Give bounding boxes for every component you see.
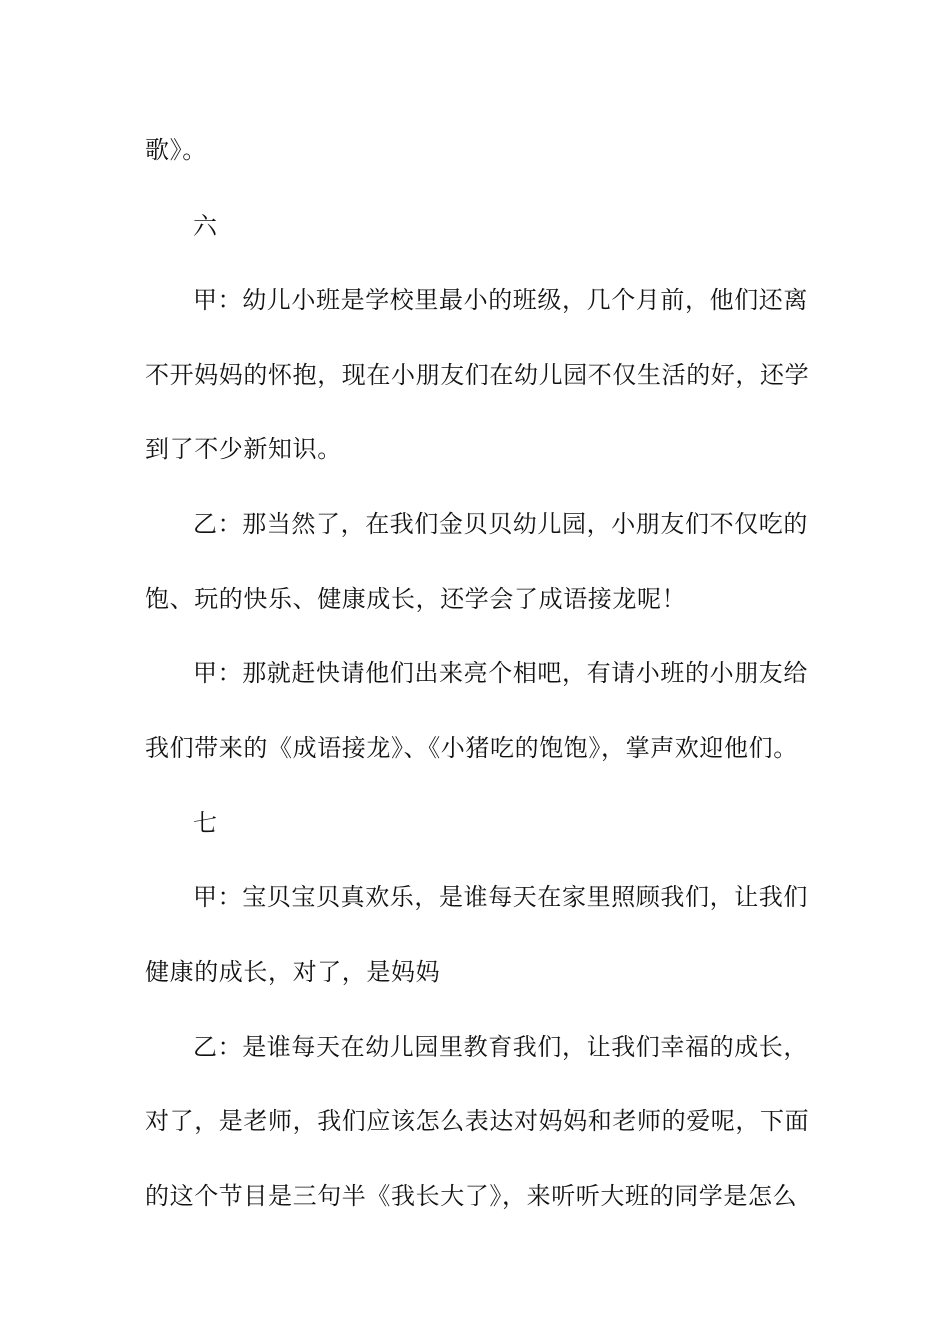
text-line: 的这个节目是三句半《我长大了》，来听听大班的同学是怎么	[145, 1182, 798, 1210]
text-line: 甲：宝贝宝贝真欢乐，是谁每天在家里照顾我们，让我们	[193, 883, 808, 911]
text-line: 到了不少新知识。	[145, 435, 342, 463]
text-line: 乙：是谁每天在幼儿园里教育我们，让我们幸福的成长，	[193, 1033, 808, 1061]
text-line: 我们带来的《成语接龙》、《小猪吃的饱饱》，掌声欢迎他们。	[145, 734, 798, 762]
text-line: 甲：那就赶快请他们出来亮个相吧，有请小班的小朋友给	[193, 659, 808, 687]
text-line: 歌》。	[145, 136, 207, 164]
section-number: 六	[193, 212, 218, 240]
text-line: 对了，是老师，我们应该怎么表达对妈妈和老师的爱呢，下面	[145, 1107, 810, 1135]
text-line: 健康的成长，对了，是妈妈	[145, 958, 441, 986]
section-number: 七	[193, 809, 218, 837]
text-line: 甲：幼儿小班是学校里最小的班级，几个月前，他们还离	[193, 286, 808, 314]
text-line: 不开妈妈的怀抱，现在小朋友们在幼儿园不仅生活的好，还学	[145, 361, 810, 389]
text-line: 乙：那当然了，在我们金贝贝幼儿园，小朋友们不仅吃的	[193, 510, 808, 538]
text-line: 饱、玩的快乐、健康成长，还学会了成语接龙呢！	[145, 585, 687, 613]
